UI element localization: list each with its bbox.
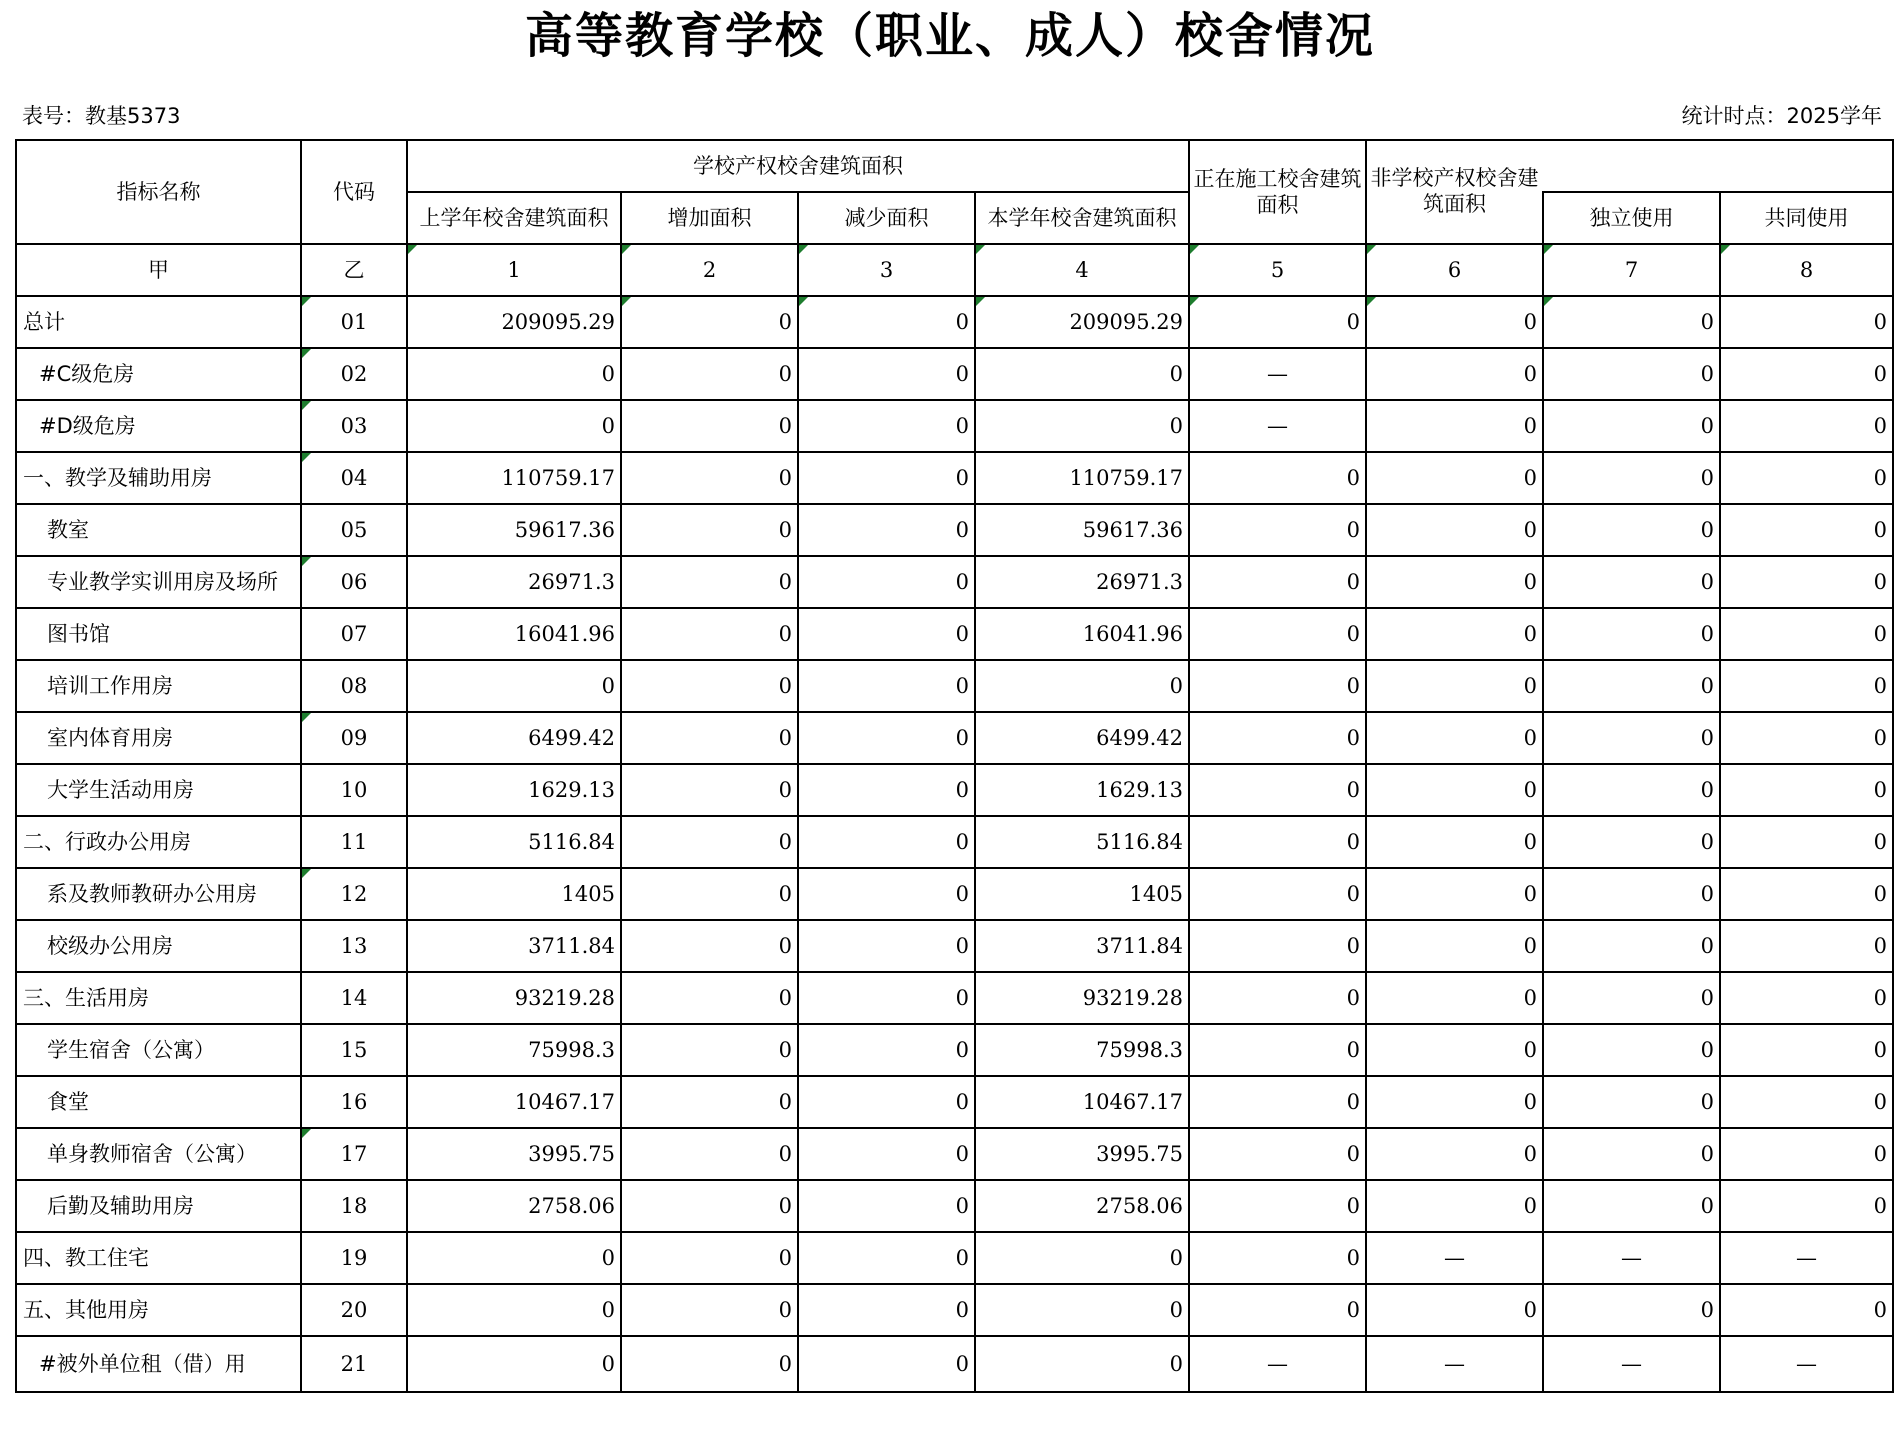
table-row [16,1284,1893,1336]
row-name: 三、生活用房 [16,972,301,1024]
value-cell: 0 [1189,1076,1366,1128]
row-code: 11 [301,816,407,868]
value-cell: 59617.36 [407,504,621,556]
table-row [16,296,1893,348]
header-col1: 上学年校舍建筑面积 [407,192,621,244]
value-cell: 0 [407,1284,621,1336]
header-school-group: 学校产权校舍建筑面积 [407,140,1189,192]
value-cell: 0 [1189,452,1366,504]
value-cell: 0 [798,660,975,712]
value-cell: 0 [1543,712,1720,764]
value-cell: 0 [1366,660,1543,712]
value-cell: — [1366,1336,1543,1392]
row-code: 18 [301,1180,407,1232]
value-cell: 0 [1189,920,1366,972]
header-col8: 共同使用 [1720,192,1893,244]
header-col3: 减少面积 [798,192,975,244]
value-cell: 0 [1189,1232,1366,1284]
table-row [16,1024,1893,1076]
row-code: 21 [301,1336,407,1392]
index-cell: 乙 [301,244,407,296]
table-row [16,972,1893,1024]
value-cell: 0 [1366,608,1543,660]
header-col4: 本学年校舍建筑面积 [975,192,1189,244]
value-cell: 0 [798,1232,975,1284]
value-cell: 0 [975,400,1189,452]
row-code: 15 [301,1024,407,1076]
table-row [16,660,1893,712]
value-cell: 59617.36 [975,504,1189,556]
value-cell: 0 [621,1336,798,1392]
table-row [16,1128,1893,1180]
value-cell: 0 [1189,972,1366,1024]
value-cell: 0 [1366,504,1543,556]
value-cell: 0 [798,1180,975,1232]
value-cell: — [1543,1232,1720,1284]
row-code: 13 [301,920,407,972]
value-cell: — [1543,1336,1720,1392]
row-name: 五、其他用房 [16,1284,301,1336]
row-name: #C级危房 [16,348,301,400]
value-cell: 0 [798,296,975,348]
value-cell: 0 [621,764,798,816]
value-cell: 0 [1720,400,1893,452]
value-cell: 0 [798,400,975,452]
value-cell: 0 [798,504,975,556]
value-cell: 0 [621,608,798,660]
value-cell: 2758.06 [975,1180,1189,1232]
table-row [16,348,1893,400]
header-blank [1543,140,1893,192]
value-cell: 0 [1720,1076,1893,1128]
value-cell: 0 [798,816,975,868]
row-code: 06 [301,556,407,608]
value-cell: 0 [1366,296,1543,348]
value-cell: 93219.28 [975,972,1189,1024]
value-cell: 0 [1366,764,1543,816]
value-cell: 0 [1543,1284,1720,1336]
value-cell: 0 [1366,1180,1543,1232]
value-cell: 0 [1720,452,1893,504]
value-cell: 0 [621,348,798,400]
index-cell: 甲 [16,244,301,296]
row-name: 总计 [16,296,301,348]
value-cell: 0 [1720,920,1893,972]
value-cell: 0 [1189,660,1366,712]
value-cell: 0 [1189,712,1366,764]
row-code: 07 [301,608,407,660]
value-cell: 0 [798,1076,975,1128]
value-cell: 110759.17 [407,452,621,504]
value-cell: 0 [621,920,798,972]
value-cell: 0 [1543,1024,1720,1076]
row-name: 校级办公用房 [16,920,301,972]
value-cell: 209095.29 [975,296,1189,348]
row-name: 图书馆 [16,608,301,660]
value-cell: 0 [1720,1128,1893,1180]
value-cell: 0 [621,1024,798,1076]
value-cell: 0 [621,660,798,712]
value-cell: 16041.96 [975,608,1189,660]
value-cell: 0 [1720,1180,1893,1232]
value-cell: — [1189,348,1366,400]
value-cell: 3711.84 [407,920,621,972]
value-cell: 0 [1543,1076,1720,1128]
value-cell: 0 [621,504,798,556]
value-cell: 0 [1189,816,1366,868]
value-cell: 0 [407,660,621,712]
value-cell: 0 [1366,556,1543,608]
row-name: 学生宿舍（公寓） [16,1024,301,1076]
value-cell: — [1189,1336,1366,1392]
value-cell: 3995.75 [407,1128,621,1180]
value-cell: 0 [1366,452,1543,504]
row-code: 02 [301,348,407,400]
value-cell: 0 [1720,764,1893,816]
value-cell: 5116.84 [975,816,1189,868]
value-cell: 0 [621,452,798,504]
page-title: 高等教育学校（职业、成人）校舍情况 [524,8,1375,64]
value-cell: 0 [407,348,621,400]
value-cell: 0 [1720,712,1893,764]
value-cell: 0 [1189,1180,1366,1232]
value-cell: 0 [1543,504,1720,556]
value-cell: 0 [798,556,975,608]
value-cell: 0 [1720,660,1893,712]
value-cell: 0 [1720,608,1893,660]
row-name: #被外单位租（借）用 [16,1336,301,1392]
value-cell: 0 [1366,868,1543,920]
value-cell: 1405 [407,868,621,920]
value-cell: 0 [1189,556,1366,608]
value-cell: 16041.96 [407,608,621,660]
row-code: 01 [301,296,407,348]
value-cell: 0 [975,660,1189,712]
value-cell: 0 [798,452,975,504]
value-cell: 0 [1720,868,1893,920]
value-cell: 0 [1543,764,1720,816]
value-cell: 0 [975,1336,1189,1392]
value-cell: 0 [621,868,798,920]
value-cell: 0 [1720,556,1893,608]
value-cell: 0 [1189,764,1366,816]
table-row [16,816,1893,868]
table-row [16,504,1893,556]
value-cell: 0 [1366,712,1543,764]
value-cell: 0 [621,1076,798,1128]
value-cell: 0 [1189,868,1366,920]
value-cell: 0 [1189,608,1366,660]
table-row [16,868,1893,920]
value-cell: 0 [1189,1024,1366,1076]
row-code: 10 [301,764,407,816]
stat-time: 统计时点：2025学年 [1681,104,1882,128]
row-name: 二、行政办公用房 [16,816,301,868]
value-cell: 0 [1720,972,1893,1024]
index-cell: 7 [1543,244,1720,296]
value-cell: 0 [1543,400,1720,452]
value-cell: 0 [621,1128,798,1180]
value-cell: 0 [407,1232,621,1284]
header-name: 指标名称 [16,140,301,244]
value-cell: 0 [798,868,975,920]
table-row [16,1232,1893,1284]
value-cell: 0 [1543,660,1720,712]
value-cell: 0 [621,1180,798,1232]
value-cell: 1405 [975,868,1189,920]
value-cell: 10467.17 [407,1076,621,1128]
table-row [16,920,1893,972]
value-cell: 6499.42 [975,712,1189,764]
value-cell: 0 [407,1336,621,1392]
value-cell: 0 [1366,920,1543,972]
row-code: 03 [301,400,407,452]
value-cell: 0 [1720,504,1893,556]
value-cell: 75998.3 [975,1024,1189,1076]
header-col2: 增加面积 [621,192,798,244]
value-cell: 0 [1366,1024,1543,1076]
index-cell: 2 [621,244,798,296]
index-cell: 3 [798,244,975,296]
index-cell: 1 [407,244,621,296]
value-cell: 26971.3 [975,556,1189,608]
row-code: 12 [301,868,407,920]
row-name: #D级危房 [16,400,301,452]
value-cell: 0 [1189,504,1366,556]
value-cell: 0 [1366,1284,1543,1336]
value-cell: 0 [1366,816,1543,868]
row-name: 教室 [16,504,301,556]
value-cell: 0 [621,1284,798,1336]
header-code: 代码 [301,140,407,244]
value-cell: 209095.29 [407,296,621,348]
value-cell: 0 [798,348,975,400]
row-name: 食堂 [16,1076,301,1128]
row-code: 16 [301,1076,407,1128]
table-row [16,400,1893,452]
value-cell: 0 [1720,1024,1893,1076]
row-code: 08 [301,660,407,712]
row-name: 后勤及辅助用房 [16,1180,301,1232]
table-row [16,764,1893,816]
value-cell: 10467.17 [975,1076,1189,1128]
value-cell: 110759.17 [975,452,1189,504]
table-row [16,608,1893,660]
value-cell: 6499.42 [407,712,621,764]
index-cell: 6 [1366,244,1543,296]
value-cell: 0 [1720,296,1893,348]
value-cell: 0 [621,400,798,452]
value-cell: — [1720,1232,1893,1284]
value-cell: 5116.84 [407,816,621,868]
value-cell: 0 [1366,1128,1543,1180]
row-name: 专业教学实训用房及场所 [16,556,301,608]
row-code: 09 [301,712,407,764]
value-cell: 0 [1543,452,1720,504]
value-cell: 0 [1543,816,1720,868]
index-row [16,244,1893,296]
value-cell: 0 [621,296,798,348]
row-name: 系及教师教研办公用房 [16,868,301,920]
index-cell: 4 [975,244,1189,296]
row-code: 19 [301,1232,407,1284]
header-non-school: 非学校产权校舍建筑面积 [1366,140,1543,244]
value-cell: 0 [621,1232,798,1284]
form-number: 表号：教基5373 [22,104,181,128]
index-cell: 5 [1189,244,1366,296]
value-cell: 0 [1543,972,1720,1024]
row-code: 20 [301,1284,407,1336]
value-cell: 75998.3 [407,1024,621,1076]
header-row-1 [16,140,1893,192]
value-cell: 0 [1189,1128,1366,1180]
table-row [16,1336,1893,1392]
row-code: 05 [301,504,407,556]
table-row [16,712,1893,764]
value-cell: 0 [798,1336,975,1392]
value-cell: 0 [798,608,975,660]
value-cell: 2758.06 [407,1180,621,1232]
value-cell: 0 [798,920,975,972]
value-cell: 0 [798,972,975,1024]
value-cell: 0 [798,1024,975,1076]
row-code: 17 [301,1128,407,1180]
value-cell: 0 [798,1128,975,1180]
table-row [16,1180,1893,1232]
value-cell: 0 [621,816,798,868]
value-cell: 0 [1543,1128,1720,1180]
value-cell: 0 [1543,348,1720,400]
row-code: 04 [301,452,407,504]
value-cell: 0 [1366,1076,1543,1128]
header-col5: 正在施工校舍建筑面积 [1189,140,1366,244]
row-name: 四、教工住宅 [16,1232,301,1284]
value-cell: 1629.13 [975,764,1189,816]
value-cell: — [1189,400,1366,452]
value-cell: 0 [1189,1284,1366,1336]
value-cell: 0 [1720,816,1893,868]
value-cell: 0 [1720,348,1893,400]
value-cell: 0 [1366,348,1543,400]
value-cell: 0 [407,400,621,452]
value-cell: 0 [798,764,975,816]
value-cell: 0 [1543,920,1720,972]
value-cell: 0 [975,1284,1189,1336]
table-row [16,1076,1893,1128]
value-cell: 0 [1543,556,1720,608]
value-cell: 3995.75 [975,1128,1189,1180]
value-cell: 0 [798,1284,975,1336]
value-cell: 26971.3 [407,556,621,608]
value-cell: 0 [1189,296,1366,348]
value-cell: 0 [621,972,798,1024]
value-cell: 0 [621,556,798,608]
row-name: 单身教师宿舍（公寓） [16,1128,301,1180]
value-cell: 0 [975,1232,1189,1284]
row-name: 培训工作用房 [16,660,301,712]
value-cell: 0 [1543,1180,1720,1232]
value-cell: 3711.84 [975,920,1189,972]
value-cell: 0 [1720,1284,1893,1336]
table-row [16,452,1893,504]
table-row [16,556,1893,608]
value-cell: 93219.28 [407,972,621,1024]
row-name: 大学生活动用房 [16,764,301,816]
value-cell: 0 [1366,400,1543,452]
row-code: 14 [301,972,407,1024]
value-cell: 0 [621,712,798,764]
value-cell: 0 [975,348,1189,400]
value-cell: 0 [1543,296,1720,348]
value-cell: 0 [1366,972,1543,1024]
row-name: 一、教学及辅助用房 [16,452,301,504]
value-cell: 0 [1543,608,1720,660]
value-cell: — [1720,1336,1893,1392]
row-name: 室内体育用房 [16,712,301,764]
building-area-table [15,139,1894,1393]
value-cell: — [1366,1232,1543,1284]
value-cell: 0 [1543,868,1720,920]
header-col7: 独立使用 [1543,192,1720,244]
value-cell: 1629.13 [407,764,621,816]
value-cell: 0 [798,712,975,764]
index-cell: 8 [1720,244,1893,296]
